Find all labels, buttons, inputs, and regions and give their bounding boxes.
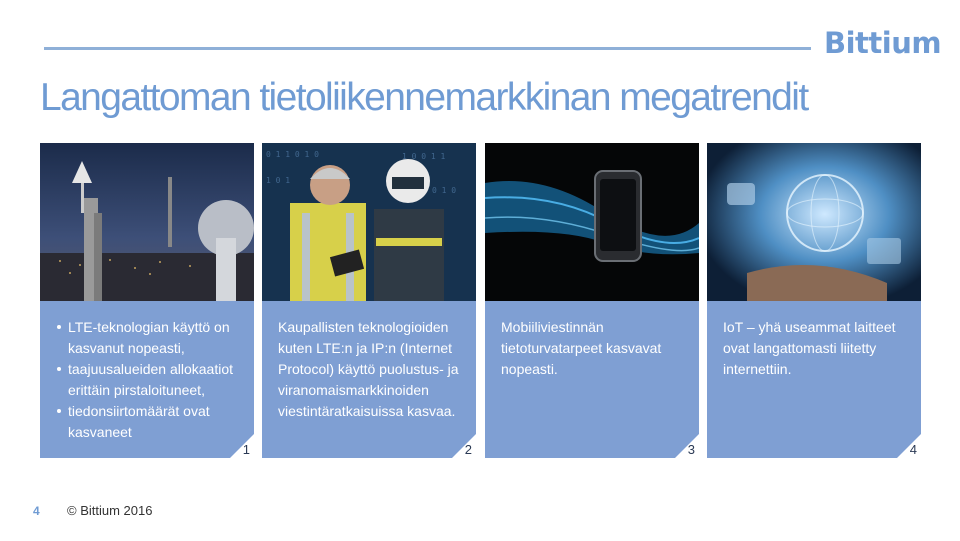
card-text: [56, 317, 246, 443]
secure-phone-image: [485, 143, 699, 301]
trend-card-1: [40, 143, 254, 458]
bullet-item: taajuusalueiden allokaatiot erittäin pirstaloituneet,: [68, 359, 246, 401]
card-number: 1: [242, 442, 250, 457]
card-number: 2: [464, 442, 472, 457]
emergency-workers-image: [262, 143, 476, 301]
card-text: [501, 317, 691, 380]
card-number: 4: [909, 442, 917, 457]
bullet-item: tiedonsiirtomäärät ovat kasvaneet: [68, 401, 246, 443]
svg-text:0 1 0: 0 1 0: [432, 186, 457, 195]
svg-text:1 0 1: 1 0 1: [266, 176, 291, 185]
card-description: Kaupallisten teknologioiden kuten LTE:n ja IP:n (Internet Protocol) käyttö puolustus- ja viranomaismarkkinoiden viestintäratkaisuissa kasvaa.: [278, 319, 459, 419]
card-text: [723, 317, 913, 380]
card-description: IoT – yhä useammat laitteet ovat langattomasti liitetty internettiin.: [723, 319, 896, 377]
card-text: [278, 317, 468, 422]
antenna-tower-image: [40, 143, 254, 301]
svg-text:1 0 0 1 1: 1 0 0 1 1: [402, 152, 446, 161]
bullet-item: LTE-teknologian käyttö on kasvanut nopeasti,: [68, 317, 246, 359]
card-description: Mobiiliviestinnän tietoturvatarpeet kasvavat nopeasti.: [501, 319, 662, 377]
card-number: 3: [687, 442, 695, 457]
header-rule: [44, 47, 811, 50]
bittium-logo: Bittium: [824, 26, 942, 60]
trend-card-3: [485, 143, 699, 458]
copyright-text: © Bittium 2016: [67, 503, 153, 518]
trend-card-2: [262, 143, 476, 458]
trend-card-4: [707, 143, 921, 458]
svg-text:0 1 1 0 1 0: 0 1 1 0 1 0: [266, 150, 319, 159]
iot-globe-image: [707, 143, 921, 301]
slide-title: Langattoman tietoliikennemarkkinan megatrendit: [40, 76, 808, 119]
page-number: 4: [33, 504, 40, 518]
